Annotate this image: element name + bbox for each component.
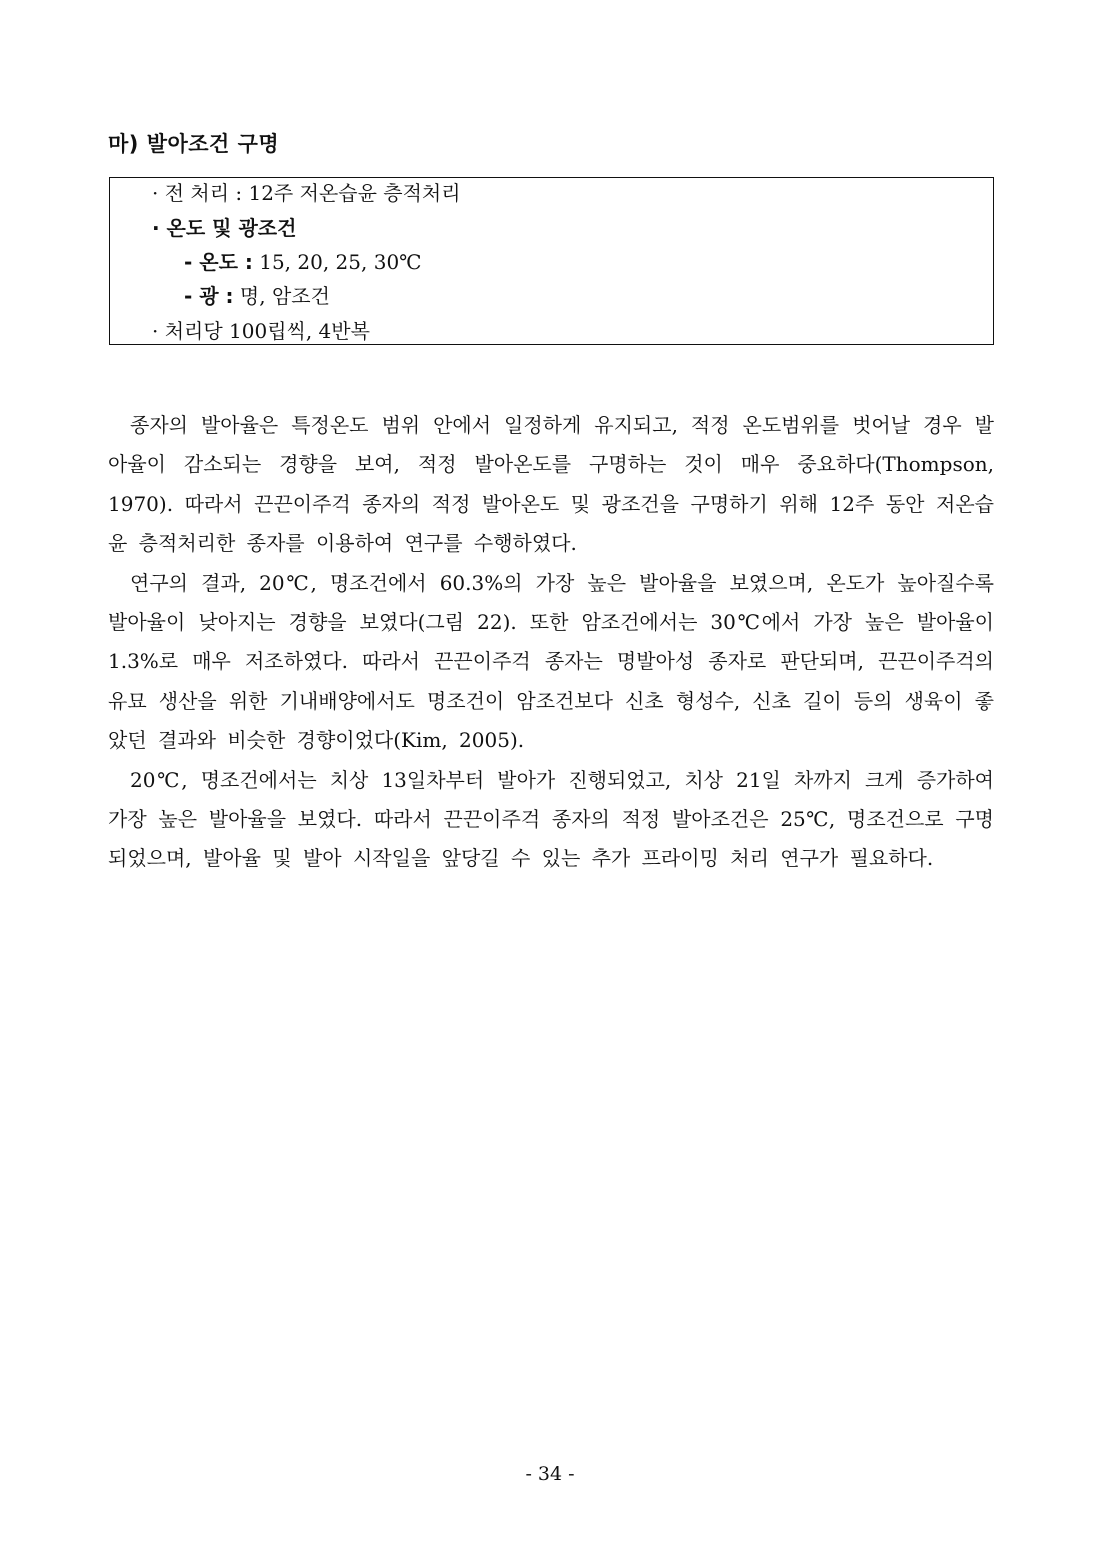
- replicates-line: · 처리당 100립씩, 4반복: [152, 319, 370, 343]
- light-line: [184, 284, 330, 308]
- temperature-label: - 온도 :: [184, 250, 253, 274]
- body-text: [108, 406, 994, 879]
- paragraph-1: 종자의 발아율은 특정온도 범위 안에서 일정하게 유지되고, 적정 온도범위를 벗어날 경우 발아율이 감소되는 경향을 보여, 적정 발아온도를 구명하는 것이 매우 중요하다(Thompson, 1970). 따라서 끈끈이주걱 종자의 적정 발아온도 및 광조건을 구명하기 위해 12주 동안 저온습윤 층적처리한 종자를 이용하여 연구를 수행하였다.: [108, 413, 994, 556]
- paragraph-3: 20℃, 명조건에서는 치상 13일차부터 발아가 진행되었고, 치상 21일 차까지 크게 증가하여 가장 높은 발아율을 보였다. 따라서 끈끈이주걱 종자의 적정 발아조건은 25℃, 명조건으로 구명되었으며, 발아율 및 발아 시작일을 앞당길 수 있는 추가 프라이밍 처리 연구가 필요하다.: [108, 767, 994, 871]
- page-number: - 34 -: [525, 1463, 575, 1485]
- section-heading: 마) 발아조건 구명: [108, 132, 280, 156]
- light-value: 명, 암조건: [233, 284, 330, 308]
- temperature-value: 15, 20, 25, 30℃: [252, 250, 422, 274]
- light-label: - 광 :: [184, 284, 234, 308]
- conditions-box: [109, 177, 994, 345]
- temp-light-title: · 온도 및 광조건: [152, 216, 297, 240]
- temperature-line: [184, 250, 422, 274]
- pretreatment-line: · 전 처리 : 12주 저온습윤 층적처리: [152, 181, 461, 205]
- paragraph-2: 연구의 결과, 20℃, 명조건에서 60.3%의 가장 높은 발아율을 보였으며, 온도가 높아질수록 발아율이 낮아지는 경향을 보였다(그림 22). 또한 암조건에서는 30℃에서 가장 높은 발아율이 1.3%로 매우 저조하였다. 따라서 끈끈이주걱 종자는 명발아성 종자로 판단되며, 끈끈이주걱의 유묘 생산을 위한 기내배양에서도 명조건이 암조건보다 신초 형성수, 신초 길이 등의 생육이 좋았던 결과와 비슷한 경향이었다(Kim, 2005).: [108, 570, 994, 753]
